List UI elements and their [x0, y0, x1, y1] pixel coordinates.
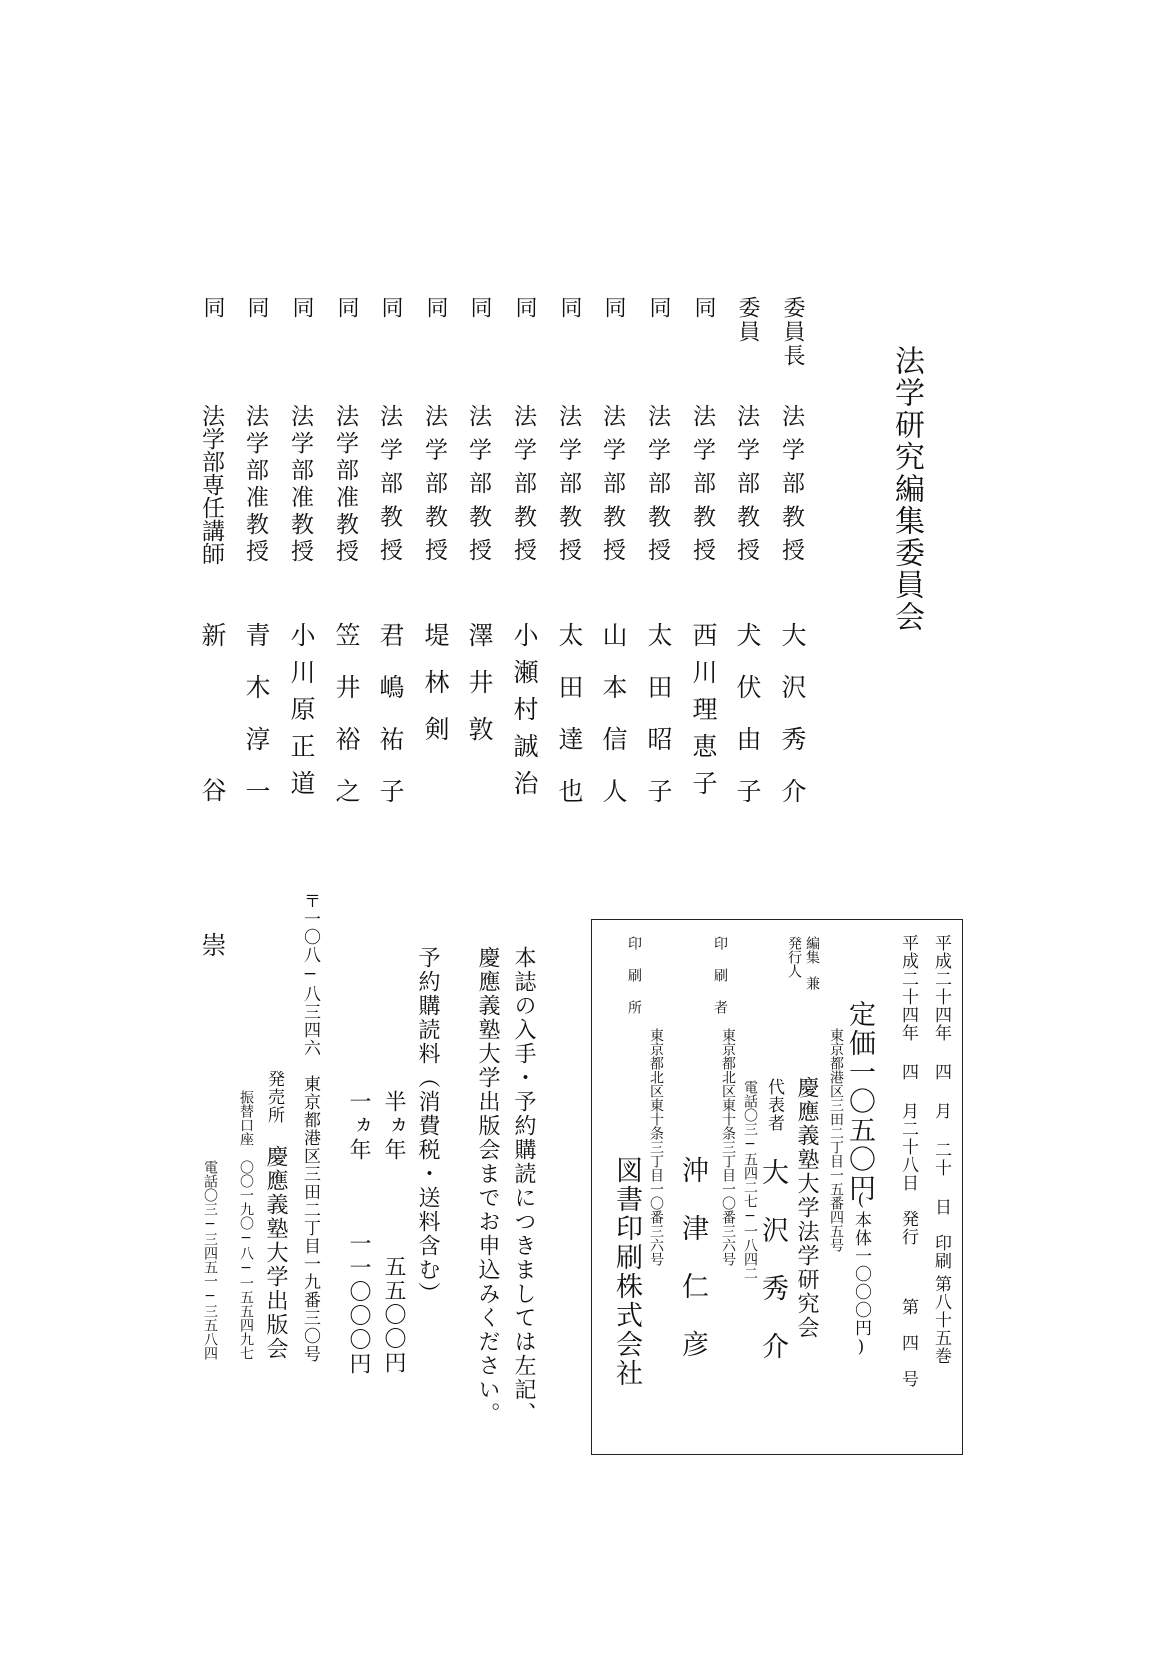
- member-column: [193, 296, 227, 1087]
- member-position: 法学部教授: [376, 404, 402, 571]
- member-column: [773, 296, 807, 830]
- member-column: [594, 296, 628, 830]
- member-role: 同: [512, 296, 537, 320]
- member-position: 法学部教授: [599, 404, 625, 571]
- member-position: 法学部准教授: [287, 404, 313, 566]
- member-position: 法学部教授: [465, 404, 491, 571]
- fee-title: 予約購読料（消費税・送料含む）: [415, 946, 440, 1306]
- publisher-label: 発行人: [786, 936, 802, 978]
- member-role: 委員: [735, 296, 760, 344]
- member-role: 同: [691, 296, 716, 320]
- member-position: 法学部教授: [555, 404, 581, 571]
- member-column: [460, 296, 494, 816]
- member-position: 法学部教授: [644, 404, 670, 571]
- postal-address: 〒一〇八−八三四六 東京都港区三田二丁目一九番三〇号: [300, 892, 320, 1363]
- member-position: 法学部教授: [778, 404, 804, 571]
- committee-title: 法学研究編集委員会: [889, 345, 924, 633]
- member-column: [371, 296, 405, 830]
- printer-label: 印刷者: [712, 936, 728, 1032]
- editor-label: 編集: [804, 936, 820, 964]
- member-name: 西川理恵子: [689, 622, 718, 807]
- seller-phone: 電話〇三−三四五一−三五八四: [202, 1160, 218, 1360]
- representative-label: 代表者: [764, 1078, 784, 1132]
- one-year-label: 一ヵ年: [346, 1090, 371, 1162]
- member-name: 澤井敦: [465, 622, 494, 763]
- issue-number: 第 四 号: [898, 1298, 918, 1388]
- member-column: [327, 296, 361, 830]
- printshop-address: 東京都北区東十条三丁目一〇番三六号: [648, 1028, 664, 1266]
- editor-label-joiner: 兼: [804, 976, 820, 990]
- member-position: 法学部准教授: [332, 404, 358, 566]
- transfer-account: 振替口座 〇〇一九〇−八−一五五四九七: [238, 1090, 254, 1360]
- member-column: [282, 296, 316, 816]
- member-role: 同: [244, 296, 269, 320]
- one-year-price: 一一〇〇〇円: [346, 1232, 371, 1376]
- printshop-name: 図書印刷株式会社: [611, 1156, 642, 1388]
- member-name: 山本信人: [599, 622, 628, 830]
- member-column: [728, 296, 762, 830]
- member-role: 同: [646, 296, 671, 320]
- member-role: 同: [378, 296, 403, 320]
- colophon-box: [591, 919, 963, 1455]
- printshop-label: 印刷所: [626, 936, 642, 1032]
- member-name: 小川原正道: [287, 622, 316, 807]
- member-name: 新谷崇: [198, 622, 227, 1087]
- member-name: 犬伏由子: [733, 622, 762, 830]
- member-name: 堤林剣: [421, 622, 450, 763]
- member-column: [639, 296, 673, 830]
- seller-name: 慶應義塾大学出版会: [263, 1145, 288, 1361]
- member-column: [550, 296, 584, 830]
- member-position: 法学部准教授: [242, 404, 268, 566]
- volume: 第八十五巻: [931, 1275, 951, 1365]
- member-role: 同: [289, 296, 314, 320]
- price: 定価一〇五〇円: [844, 1000, 875, 1203]
- member-position: 法学部教授: [689, 404, 715, 571]
- member-column: [416, 296, 450, 816]
- member-name: 大沢秀介: [778, 622, 807, 830]
- member-position: 法学部専任講師: [198, 404, 224, 565]
- member-role: 同: [467, 296, 492, 320]
- member-role: 同: [334, 296, 359, 320]
- subscription-note-line1: 本誌の入手・予約購読につきましては左記、: [511, 946, 536, 1426]
- member-role: 同: [200, 296, 225, 320]
- editor-org: 慶應義塾大学法学研究会: [794, 1076, 819, 1340]
- member-position: 法学部教授: [733, 404, 759, 571]
- publish-date: 平成二十四年 四 月二十八日 発行: [898, 934, 918, 1246]
- printer-name: 沖 津 仁 彦: [677, 1156, 708, 1359]
- seller-label: 発売所: [264, 1070, 284, 1124]
- half-year-label: 半ヵ年: [381, 1090, 406, 1162]
- subscription-note-line2: 慶應義塾大学出版会までお申込みください。: [475, 946, 500, 1426]
- price-note: (本体一〇〇〇円): [851, 1190, 871, 1358]
- member-name: 笠井裕之: [332, 622, 361, 830]
- member-name: 太田昭子: [644, 622, 673, 830]
- print-date: 平成二十四年 四 月 二十 日 印刷: [931, 934, 951, 1270]
- member-role: 同: [601, 296, 626, 320]
- member-role: 同: [423, 296, 448, 320]
- member-column: [684, 296, 718, 816]
- member-name: 小瀬村誠治: [510, 622, 539, 807]
- member-column: [505, 296, 539, 816]
- member-role: 同: [557, 296, 582, 320]
- member-name: 太田達也: [555, 622, 584, 830]
- member-name: 青木淳一: [242, 622, 271, 830]
- member-column: [237, 296, 271, 830]
- member-position: 法学部教授: [510, 404, 536, 571]
- editor-address: 東京都港区三田二丁目一五番四五号: [828, 1028, 844, 1252]
- representative-name: 大 沢 秀 介: [757, 1158, 788, 1361]
- printer-address: 東京都北区東十条三丁目一〇番三六号: [720, 1028, 736, 1266]
- member-name: 君嶋祐子: [376, 622, 405, 830]
- member-role: 委員長: [780, 296, 805, 368]
- half-year-price: 五五〇〇円: [381, 1255, 406, 1375]
- member-position: 法学部教授: [421, 404, 447, 571]
- representative-phone: 電話〇三−五四二七−一八四二: [742, 1080, 758, 1280]
